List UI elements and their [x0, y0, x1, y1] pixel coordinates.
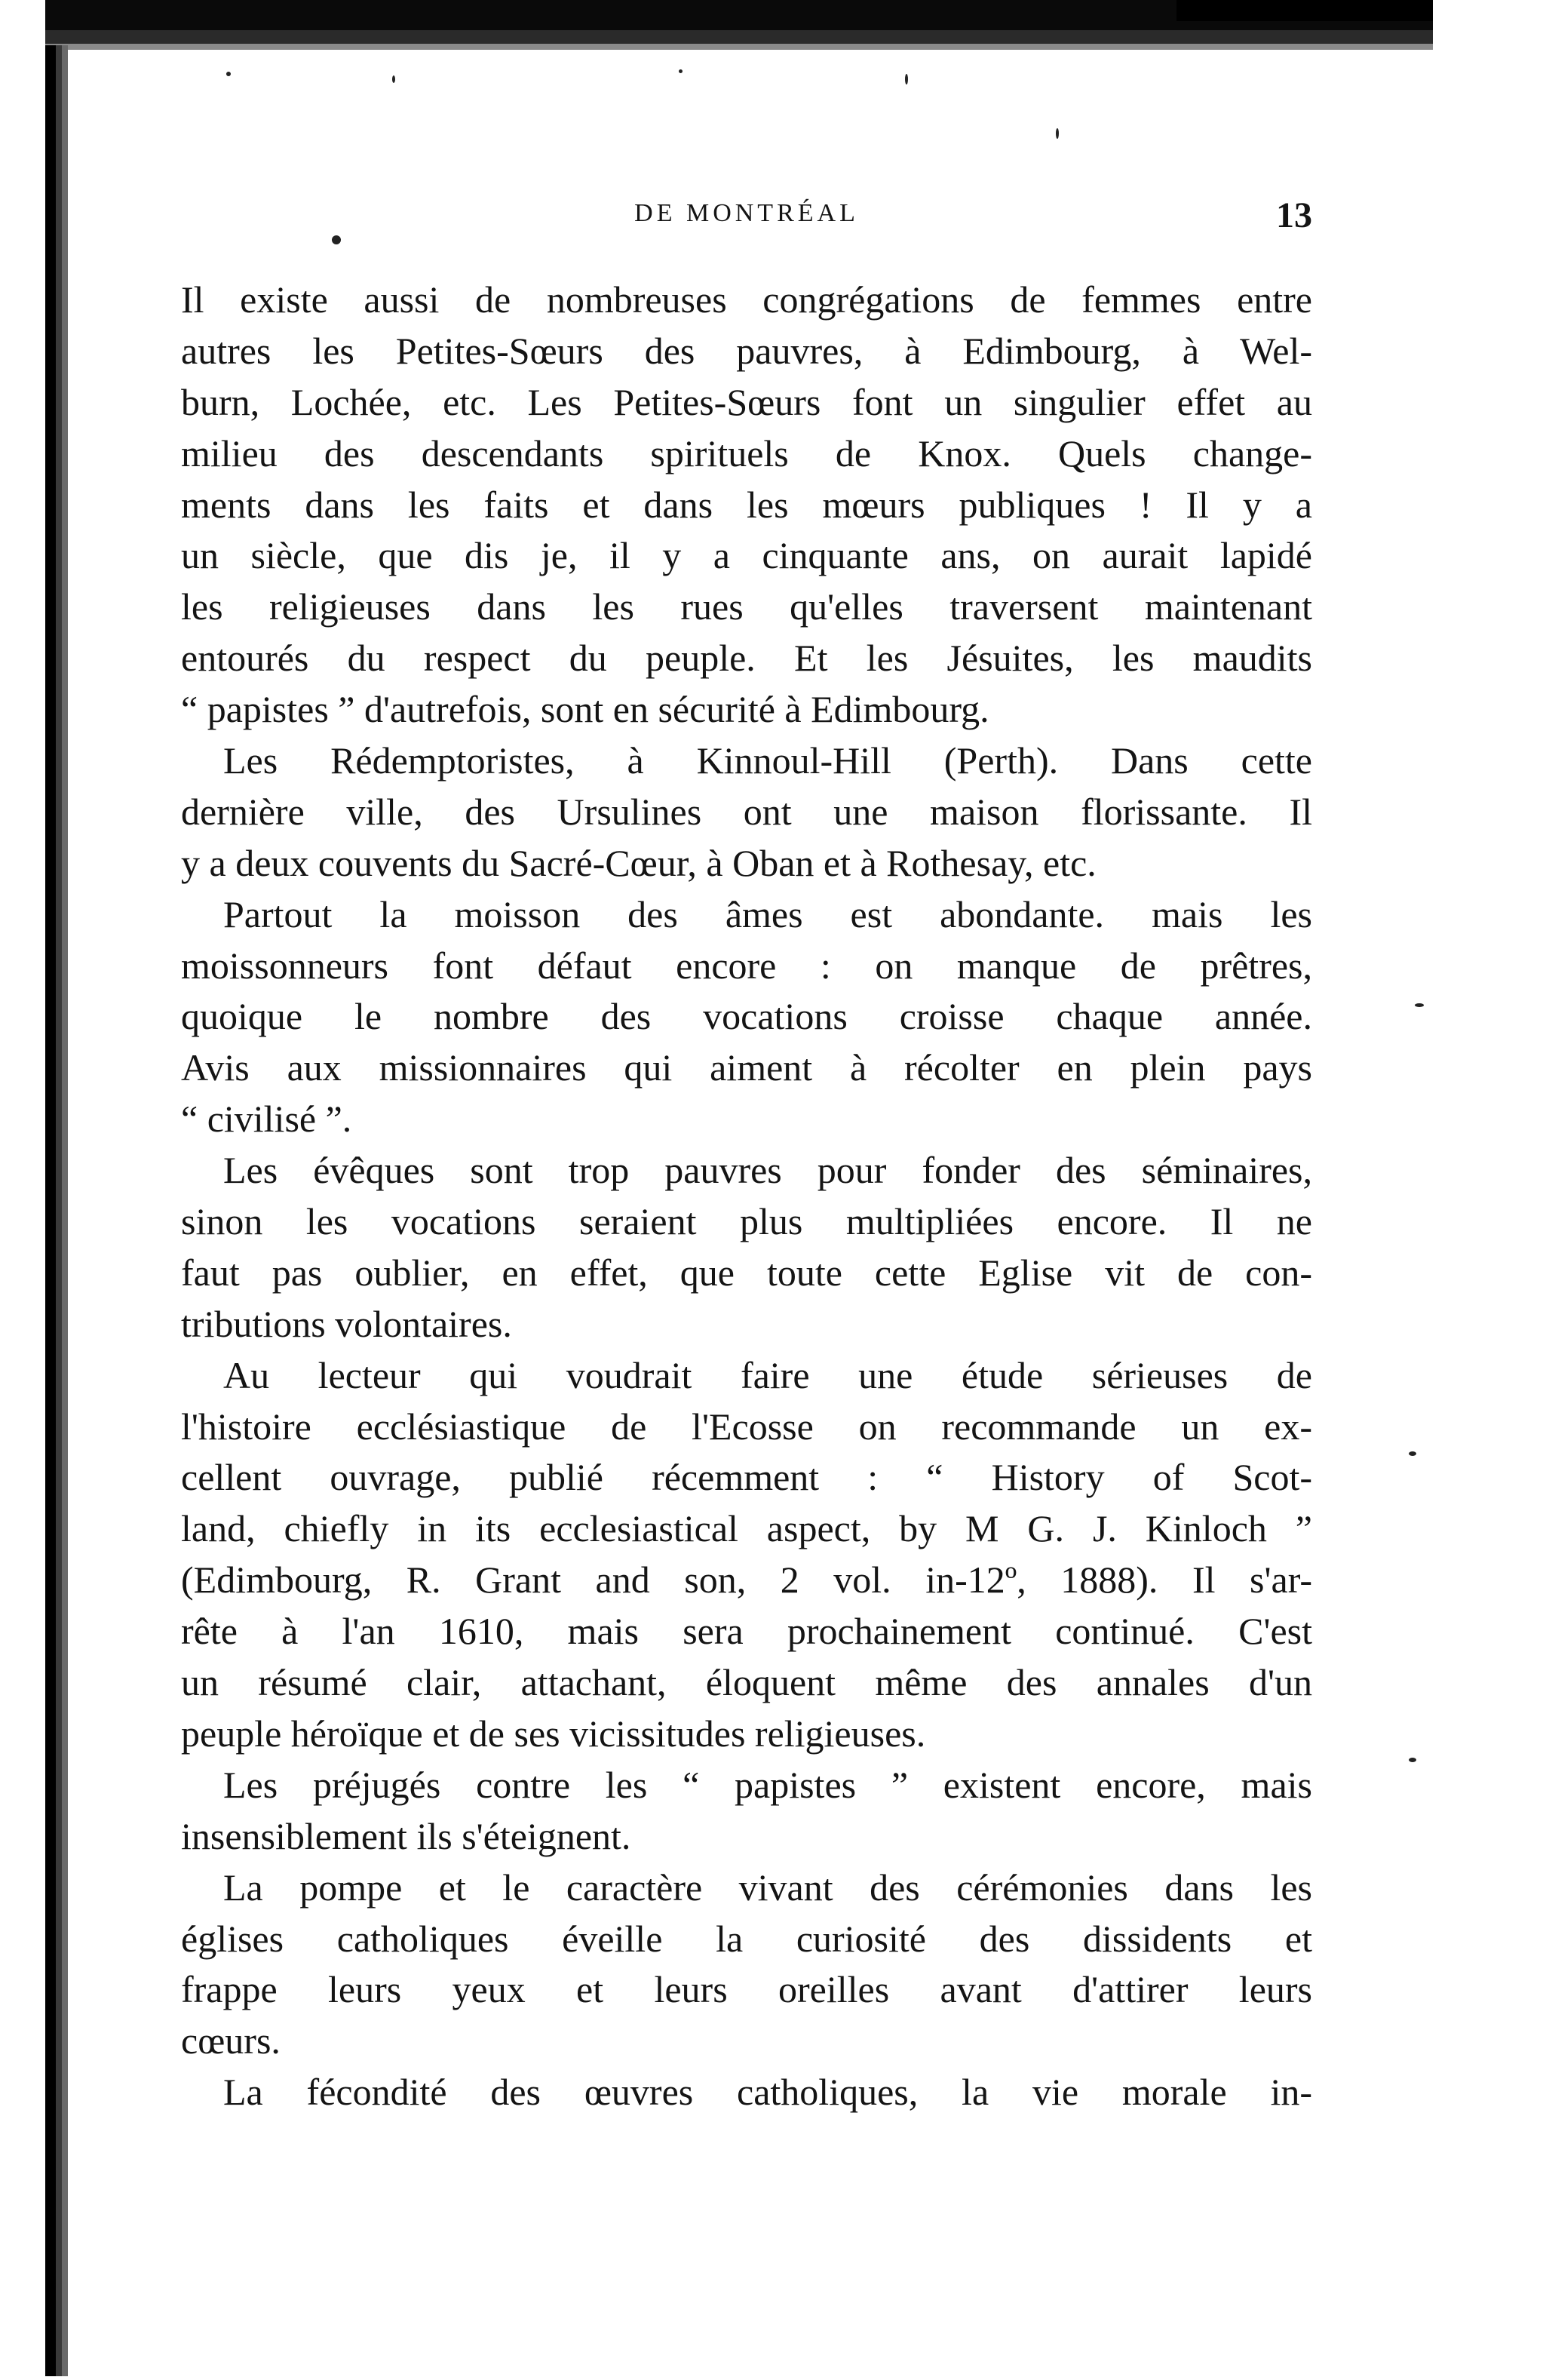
text-line: Les préjugés contre les “ papistes ” existent encore, mais: [223, 1763, 1312, 1806]
text-line: moissonneurs font défaut encore : on manque de prêtres,: [181, 944, 1312, 987]
text-line: Les Rédemptoristes, à Kinnoul-Hill (Perth). Dans cette: [223, 739, 1312, 782]
text-line: Avis aux missionnaires qui aiment à récolter en plein pays: [181, 1046, 1312, 1089]
text-line: Il existe aussi de nombreuses congrégations de femmes entre: [181, 278, 1312, 321]
scan-speckle: [226, 72, 231, 76]
text-line: entourés du respect du peuple. Et les Jésuites, les maudits: [181, 637, 1312, 680]
text-line: (Edimbourg, R. Grant and son, 2 vol. in-12º, 1888). Il s'ar-: [181, 1559, 1312, 1602]
text-line: “ papistes ” d'autrefois, sont en sécurité à Edimbourg.: [181, 688, 989, 731]
text-line: dernière ville, des Ursulines ont une maison florissante. Il: [181, 790, 1312, 833]
text-line: La pompe et le caractère vivant des cérémonies dans les: [223, 1866, 1312, 1909]
text-line: l'histoire ecclésiastique de l'Ecosse on recommande un ex-: [181, 1405, 1312, 1448]
text-line: cœurs.: [181, 2019, 281, 2062]
scan-speckle: [1409, 1758, 1416, 1762]
page-header: [0, 195, 1543, 240]
page-number: 13: [1276, 195, 1312, 235]
text-line: sinon les vocations seraient plus multipliées encore. Il ne: [181, 1200, 1312, 1243]
text-line: peuple héroïque et de ses vicissitudes religieuses.: [181, 1712, 926, 1755]
text-line: un résumé clair, attachant, éloquent même des annales d'un: [181, 1661, 1312, 1704]
text-line: églises catholiques éveille la curiosité des dissidents et: [181, 1917, 1312, 1960]
text-line: tributions volontaires.: [181, 1302, 512, 1345]
text-line: faut pas oublier, en effet, que toute cette Eglise vit de con-: [181, 1251, 1312, 1294]
text-line: Les évêques sont trop pauvres pour fonder des séminaires,: [223, 1149, 1312, 1192]
text-line: y a deux couvents du Sacré-Cœur, à Oban et à Rothesay, etc.: [181, 841, 1097, 884]
text-line: Partout la moisson des âmes est abondante. mais les: [223, 892, 1312, 935]
body-text: [181, 275, 1312, 2118]
scan-top-edge-dark: [1176, 0, 1433, 21]
text-line: frappe leurs yeux et leurs oreilles avant d'attirer leurs: [181, 1968, 1312, 2011]
text-line: autres les Petites-Sœurs des pauvres, à Edimbourg, à Wel-: [181, 329, 1312, 372]
text-line: Au lecteur qui voudrait faire une étude sérieuses de: [223, 1353, 1312, 1396]
text-line: land, chiefly in its ecclesiastical aspect, by M G. J. Kinloch ”: [181, 1507, 1312, 1550]
scan-speckle: [392, 75, 395, 83]
scan-speckle: [679, 69, 683, 73]
scan-left-edge: [45, 45, 62, 2376]
text-line: rête à l'an 1610, mais sera prochainement continué. C'est: [181, 1610, 1312, 1653]
text-line: milieu des descendants spirituels de Knox. Quels change-: [181, 431, 1312, 474]
scan-speckle: [1056, 128, 1059, 139]
scan-speckle: [1409, 1451, 1416, 1456]
scan-speckle: [905, 74, 908, 84]
text-line: La fécondité des œuvres catholiques, la vie morale in-: [223, 2071, 1312, 2114]
text-line: insensiblement ils s'éteignent.: [181, 1814, 631, 1857]
text-line: “ civilisé ”.: [181, 1098, 352, 1141]
text-line: un siècle, que dis je, il y a cinquante ans, on aurait lapidé: [181, 534, 1312, 577]
running-title: DE MONTRÉAL: [634, 199, 859, 227]
text-line: quoique le nombre des vocations croisse chaque année.: [181, 995, 1312, 1038]
text-line: les religieuses dans les rues qu'elles traversent maintenant: [181, 585, 1312, 628]
text-line: burn, Lochée, etc. Les Petites-Sœurs font un singulier effet au: [181, 380, 1312, 423]
text-line: ments dans les faits et dans les mœurs publiques ! Il y a: [181, 483, 1312, 526]
scan-left-edge-shadow: [62, 45, 68, 2376]
scan-speckle: [1415, 1003, 1424, 1007]
text-line: cellent ouvrage, publié récemment : “ History of Scot-: [181, 1456, 1312, 1499]
